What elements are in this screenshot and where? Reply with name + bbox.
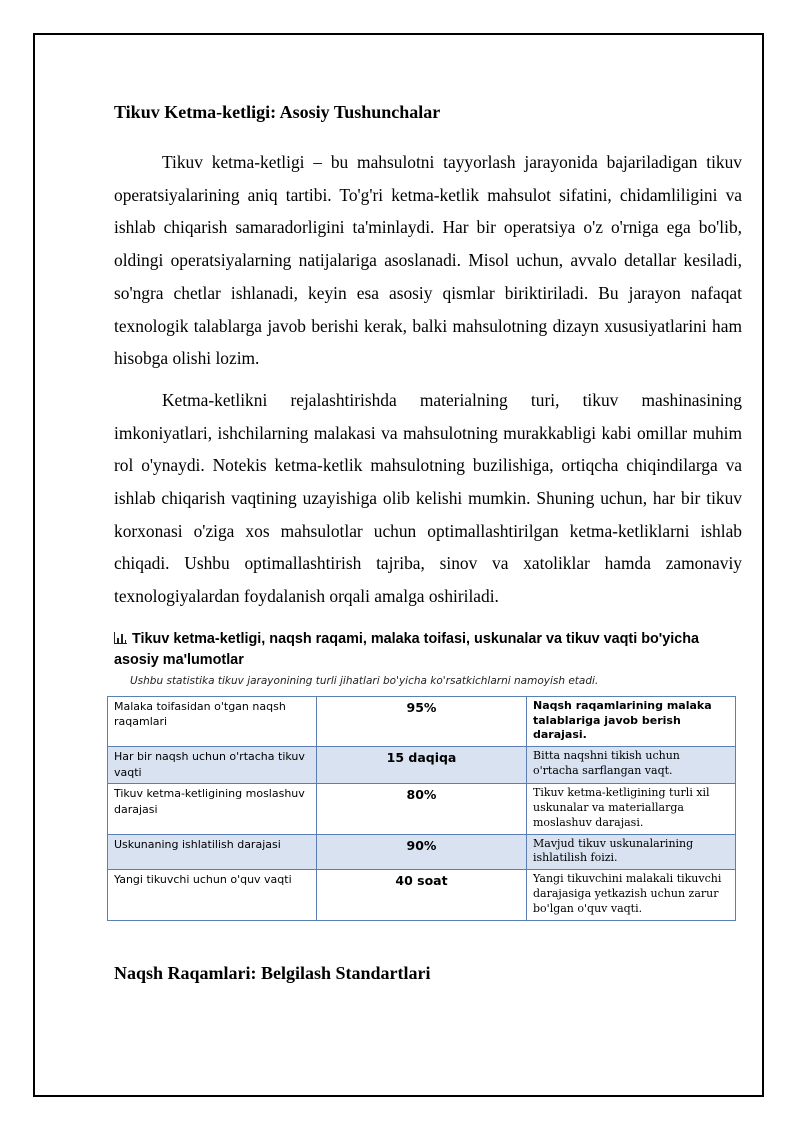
table-row	[108, 834, 736, 870]
bar-chart-icon	[114, 632, 127, 644]
row-value: 40 soat	[317, 870, 527, 920]
row-label: Uskunaning ishlatilish darajasi	[108, 834, 317, 870]
row-label: Malaka toifasidan o'tgan naqsh raqamlari	[108, 696, 317, 746]
section-heading: Tikuv Ketma-ketligi: Asosiy Tushunchalar	[114, 102, 441, 122]
table-row	[108, 696, 736, 746]
row-label: Yangi tikuvchi uchun o'quv vaqti	[108, 870, 317, 920]
row-value: 90%	[317, 834, 527, 870]
row-label: Tikuv ketma-ketligining moslashuv darajasi	[108, 784, 317, 834]
table-row	[108, 784, 736, 834]
stats-title-text: Tikuv ketma-ketligi, naqsh raqami, malaka toifasi, uskunalar va tikuv vaqti bo'yicha asosiy ma'lumotlar	[114, 630, 699, 668]
row-value: 80%	[317, 784, 527, 834]
table-row	[108, 870, 736, 920]
paragraph-planning: Ketma-ketlikni rejalashtirishda materialning turi, tikuv mashinasining imkoniyatlari, ishchilarning malakasi va mahsulotning murakkabligi kabi omillar muhim rol o'ynaydi. Notekis ketma-ketlik mahsulotning buzilishiga, ortiqcha chiqindilarga va ishlab chiqarish vaqtining uzayishiga olib kelishi mumkin. Shuning uchun, har bir tikuv korxonasi o'ziga xos mahsulotlar uchun optimallashtirilgan ketma-ketliklarni ishlab chiqadi. Ushbu optimallashtirish tajriba, sinov va xatoliklar hamda zamonaviy texnologiyalardan foydalanish orqali amalga oshiriladi.	[114, 389, 742, 607]
stats-title	[114, 629, 742, 671]
row-description: Bitta naqshni tikish uchun o'rtacha sarflangan vaqt.	[527, 747, 736, 784]
document-body	[114, 100, 742, 985]
row-value: 95%	[317, 696, 527, 746]
row-description: Mavjud tikuv uskunalarining ishlatilish foizi.	[527, 834, 736, 870]
stats-subtitle: Ushbu statistika tikuv jarayonining turli jihatlari bo'yicha ko'rsatkichlarni namoyish etadi.	[130, 674, 599, 687]
row-description: Tikuv ketma-ketligining turli xil uskunalar va materiallarga moslashuv darajasi.	[527, 784, 736, 834]
stats-table	[107, 696, 736, 921]
table-row	[108, 747, 736, 784]
section-heading-2: Naqsh Raqamlari: Belgilash Standartlari	[114, 962, 431, 983]
row-description: Naqsh raqamlarining malaka talablariga javob berish darajasi.	[527, 696, 736, 746]
row-label: Har bir naqsh uchun o'rtacha tikuv vaqti	[108, 747, 317, 784]
paragraph-intro: Tikuv ketma-ketligi – bu mahsulotni tayyorlash jarayonida bajariladigan tikuv operatsiyalarining aniq tartibi. To'g'ri ketma-ketlik mahsulot sifatini, chidamliligini va ishlab chiqarish samaradorligini ta'minlaydi. Har bir operatsiya o'z o'rniga ega bo'lib, oldingi operatsiyalarning natijalariga asoslanadi. Misol uchun, avvalo detallar kesiladi, so'ngra chetlar ishlanadi, keyin esa asosiy qismlar biriktiriladi. Bu jarayon nafaqat texnologik talablarga javob berishi kerak, balki mahsulotning dizayn xususiyatlarini ham hisobga olishi lozim.	[114, 152, 742, 369]
row-value: 15 daqiqa	[317, 747, 527, 784]
row-description: Yangi tikuvchini malakali tikuvchi darajasiga yetkazish uchun zarur bo'lgan o'quv vaqti.	[527, 870, 736, 920]
